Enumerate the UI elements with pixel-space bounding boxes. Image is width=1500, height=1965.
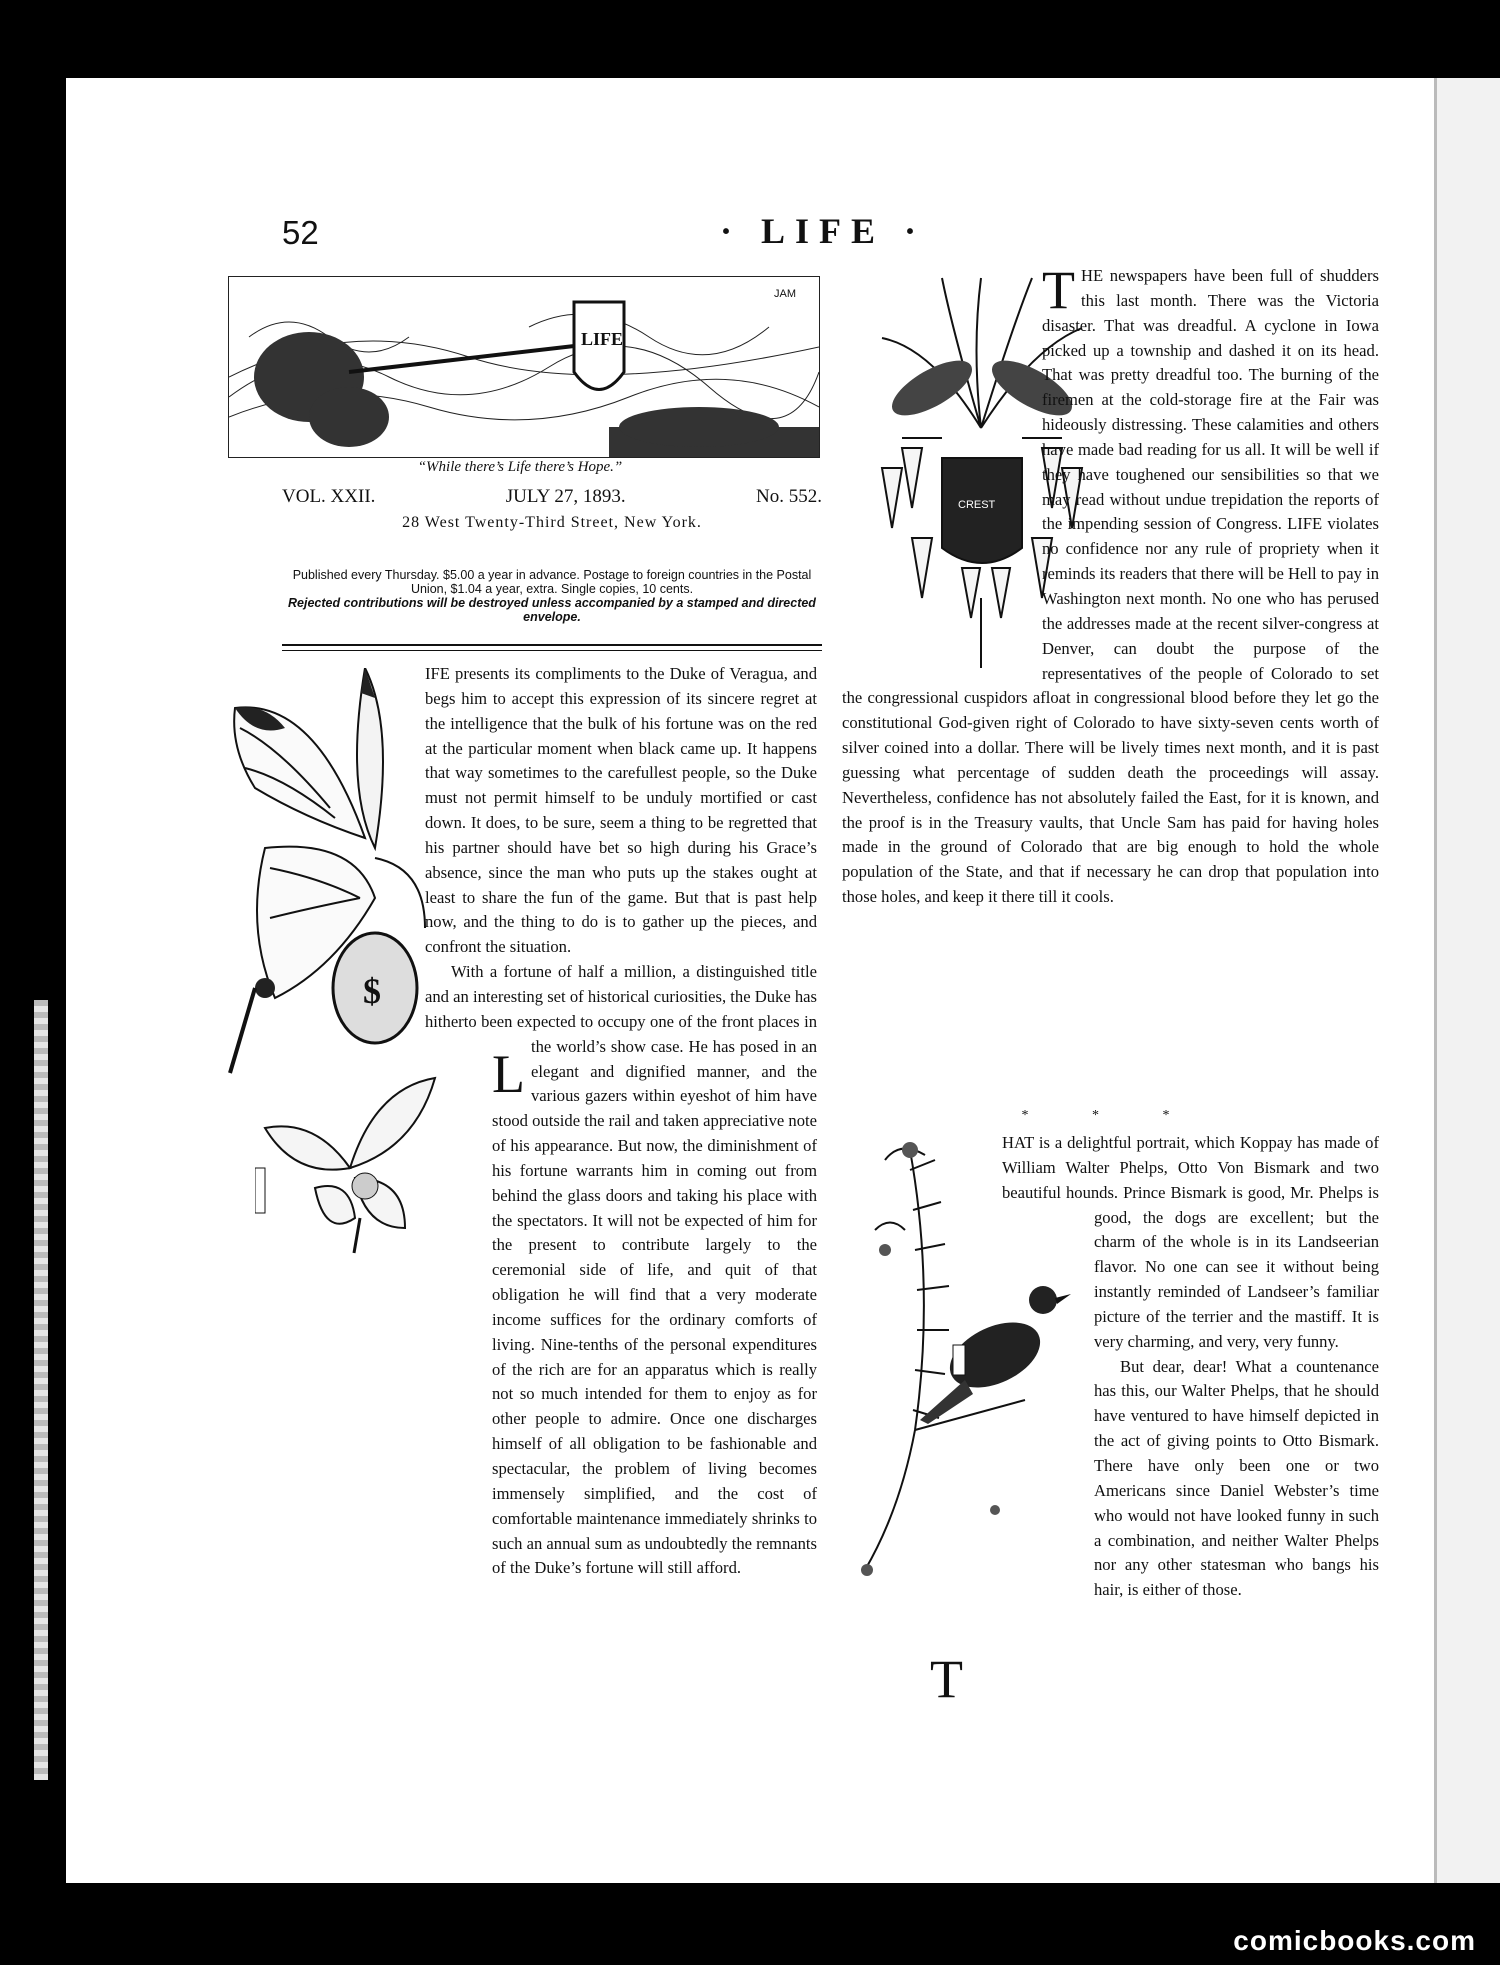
- article-left-paragraph-1: IFE presents its compliments to the Duke of Veragua, and begs him to accept this expression of its sincere regret at the intelligence that the bulk of his fortune was on the red at the particular moment when black came up. It happens that way sometimes to the carefullest people, so the Duke must not permit himself to be unduly mortified or cast down. It does, to be sure, seem a thing to be regretted that his partner should have bet so high during his Grace’s absence, since the man who puts up the stakes ought at least to share the fun of the game. But that is past help now, and the thing to do is to gather up the pieces, and confront the situation.: [425, 664, 817, 957]
- dropcap-l: L: [492, 1044, 525, 1104]
- issue-number: No. 552.: [756, 486, 822, 507]
- shield-text: LIFE: [581, 329, 624, 349]
- divider-rule: [282, 644, 822, 646]
- volume: VOL. XXII.: [282, 486, 376, 507]
- binding-edge: [34, 1000, 48, 1780]
- banner-illustration: [228, 276, 820, 458]
- publisher-address: 28 West Twenty-Third Street, New York.: [402, 514, 702, 531]
- contribution-note: Rejected contributions will be destroyed unless accompanied by a stamped and directed envelope.: [288, 596, 816, 624]
- publication-note: [282, 568, 822, 624]
- watermark: comicbooks.com: [1233, 1925, 1476, 1956]
- article-right-bottom-paragraph-1: HAT is a delightful portrait, which Koppay has made of William Walter Phelps, Otto Von Bismark and two beautiful hounds. Prince Bismark is good, Mr. Phelps is good, the dogs are excellent; but the charm of the whole is in its Landseerian flavor. No one can see it without being instantly reminded of Landseer’s familiar picture of the terrier and the mastiff. It is very charming, and very, very funny.: [1002, 1133, 1379, 1351]
- article-right-bottom-paragraph-2: But dear, dear! What a countenance has this, our Walter Phelps, that he should have ventured to have himself depicted in the act of giving points to Otto Bismark. There have only been one or two Americans since Daniel Webster’s time who would not have looked funny in such a combination, and neither Walter Phelps nor any other statesman who bangs his hair, is either of those.: [1094, 1356, 1379, 1600]
- article-phelps-bismark: [842, 1131, 1379, 1709]
- article-right-top-paragraph: HE newspapers have been full of shudders this last month. There was the Victoria disaster. That was dreadful. A cyclone in Iowa picked up a township and dashed it on its head. That was pretty dreadful too. The burning of the firemen at the cold-storage fire at the Fair was hideously distressing. These calamities and others have made bad reading for us all. It will be well if they have toughened our sensibilities so that we may read without undue trepidation the reports of the impending session of Congress. LIFE violates no confidence nor any rule of propriety when it reminds its readers that there will be Hell to pay in Washington next month. No one who has perused the addresses made at the recent silver-congress at Denver, can doubt the purpose of the representatives of the people of Colorado to set the congressional cuspidors afloat in congressional blood before they let go the constitutional God-given right of Colorado to have sixty-seven cents worth of silver coined into a dollar. There will be lively times next month, and it is past guessing what percentage of sudden death the proceedings will assay. Nevertheless, confidence has not absolutely failed the East, for it is known, and the proof is in the Treasury vaults, that Uncle Sam has paid for having holes made in the ground of Colorado that are big enough to hold the whole population of the State, and that if necessary he can drop that population into those holes, and keep it there till it cools.: [842, 266, 1379, 907]
- dropcap-t-top: T: [1042, 260, 1075, 320]
- page-number: 52: [282, 214, 319, 251]
- issue-date: JULY 27, 1893.: [505, 486, 626, 507]
- banner-drawing: [229, 277, 819, 457]
- moneybag-symbol: $: [363, 971, 381, 1011]
- article-left-paragraph-2: With a fortune of half a million, a distinguished title and an interesting set of historical curiosities, the Duke has hitherto been expected to occupy one of the front places in the world’s show case. He has posed in an elegant and dignified manner, and the various gazers within eyeshot of him have stood outside the rail and taken appreciative note of his appearance. But now, the diminishment of his fortune warrants him in coming out from behind the glass doors and taking his place with the spectators. It will not be expected of him for the present to contribute largely to the ceremonial side of life, and quit of that obligation he will find that a very moderate income suffices for the ordinary comforts of living. Nine-tenths of the personal expenditures of the rich are for an apparatus which is really not so much intended for them to enjoy as for other people to admire. Once one discharges himself of all obligation to be fashionable and spectacular, the problem of living becomes immensely simplified, and the cost of comfortable maintenance immediately shrinks to such an annual sum as undoubtedly the remnants of the Duke’s fortune will still afford.: [425, 962, 817, 1578]
- section-separator: * * *: [1021, 1108, 1200, 1123]
- divider-rule-thin: [282, 650, 822, 651]
- banner-caption: “While there’s Life there’s Hope.”: [417, 459, 623, 475]
- publication-terms: Published every Thursday. $5.00 a year in advance. Postage to foreign countries in the Postal Union, $1.04 a year, extra. Single copies, 10 cents.: [292, 568, 812, 596]
- facing-page-edge: [1434, 78, 1500, 1883]
- issue-info: [282, 486, 822, 508]
- artist-mark: JAM: [774, 288, 796, 300]
- dropcap-t-bottom: T: [930, 1649, 963, 1709]
- article-duke-of-veragua: [282, 662, 817, 1664]
- masthead-title: · LIFE ·: [720, 211, 927, 251]
- article-newspapers-congress: [842, 260, 1379, 910]
- crest-label: CREST: [958, 499, 996, 511]
